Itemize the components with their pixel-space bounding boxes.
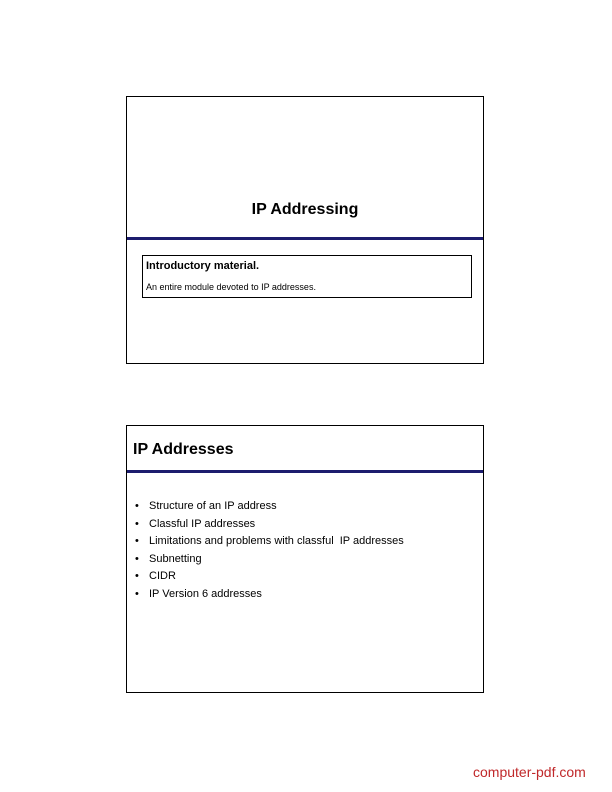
bullet-text: Structure of an IP address [149, 500, 277, 512]
notes-body: An entire module devoted to IP addresses. [146, 282, 316, 292]
bullet-text: IP Version 6 addresses [149, 587, 262, 600]
bullet-text: CIDR [149, 570, 176, 582]
title-divider [127, 237, 483, 240]
bullet-text: Classful IP addresses [149, 517, 256, 530]
slide-title: IP Addresses [133, 441, 234, 458]
bullet-item [135, 551, 404, 569]
bullet-item [135, 516, 404, 534]
bullet-list [135, 498, 404, 603]
slide-ip-addresses [126, 425, 484, 693]
bullet-icon: • [135, 570, 139, 582]
bullet-icon: • [135, 500, 139, 512]
slide-ip-addressing [126, 96, 484, 364]
bullet-item [135, 498, 404, 516]
bullet-icon: • [135, 517, 139, 530]
bullet-icon: • [135, 587, 139, 600]
bullet-icon: • [135, 535, 139, 547]
watermark-link[interactable]: computer-pdf.com [473, 764, 586, 780]
notes-box [142, 255, 472, 298]
bullet-item [135, 568, 404, 586]
notes-heading: Introductory material. [146, 260, 260, 272]
bullet-item [135, 586, 404, 604]
slide-title: IP Addressing [251, 201, 359, 218]
bullet-item [135, 533, 404, 551]
bullet-text: Subnetting [149, 552, 202, 565]
bullet-text: Limitations and problems with classful IP addresses [149, 535, 404, 547]
bullet-icon: • [135, 552, 139, 565]
title-divider [127, 470, 483, 473]
